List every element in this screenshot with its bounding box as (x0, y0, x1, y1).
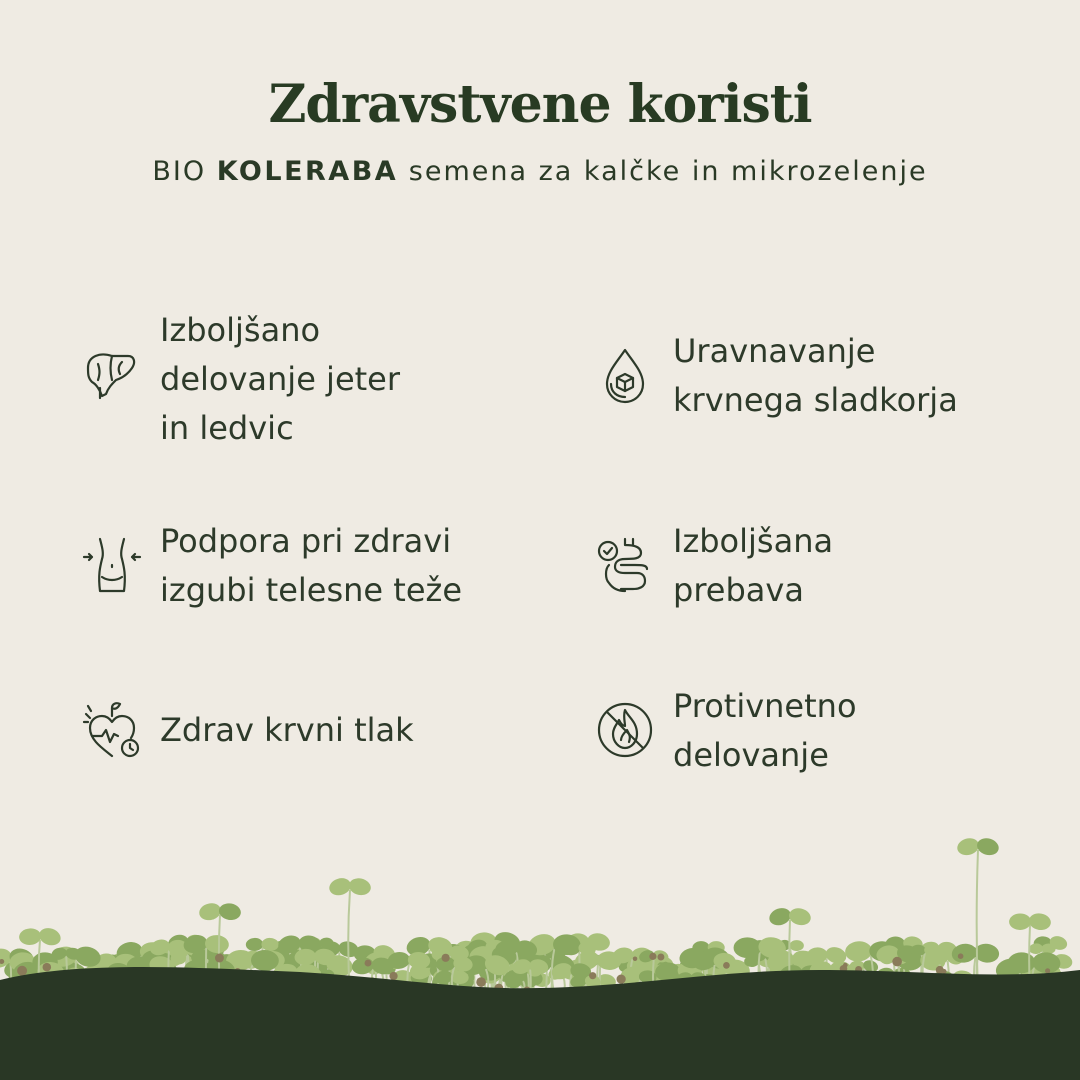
microgreens-footer (0, 820, 1080, 1080)
page-title: Zdravstvene koristi (268, 74, 812, 135)
liver-kidney-icon (82, 344, 142, 404)
benefit-blood-sugar-label: Uravnavanje krvnega sladkorja (673, 332, 958, 419)
subtitle-suffix: semena za kalčke in mikrozelenje (408, 156, 928, 187)
benefit-blood-pressure-label: Zdrav krvni tlak (160, 711, 414, 749)
anti-inflammatory-icon (595, 700, 655, 760)
heart-blood-pressure-icon (82, 702, 142, 762)
benefit-digestion-label: Izboljšana prebava (673, 522, 834, 609)
subtitle-prefix: BIO (152, 156, 207, 187)
subtitle-product-name: KOLERABA (216, 156, 399, 187)
microgreens-illustration (0, 820, 1080, 1080)
page-subtitle (0, 156, 1080, 187)
benefit-weight-loss-label: Podpora pri zdravi izgubi telesne teže (160, 522, 462, 609)
benefit-anti-inflammatory-label: Protivnetno delovanje (673, 687, 857, 774)
digestion-intestine-icon (595, 535, 655, 595)
waist-weight-loss-icon (82, 535, 142, 595)
blood-sugar-drop-icon (595, 346, 655, 406)
benefit-liver-kidney-label: Izboljšano delovanje jeter in ledvic (160, 311, 401, 447)
